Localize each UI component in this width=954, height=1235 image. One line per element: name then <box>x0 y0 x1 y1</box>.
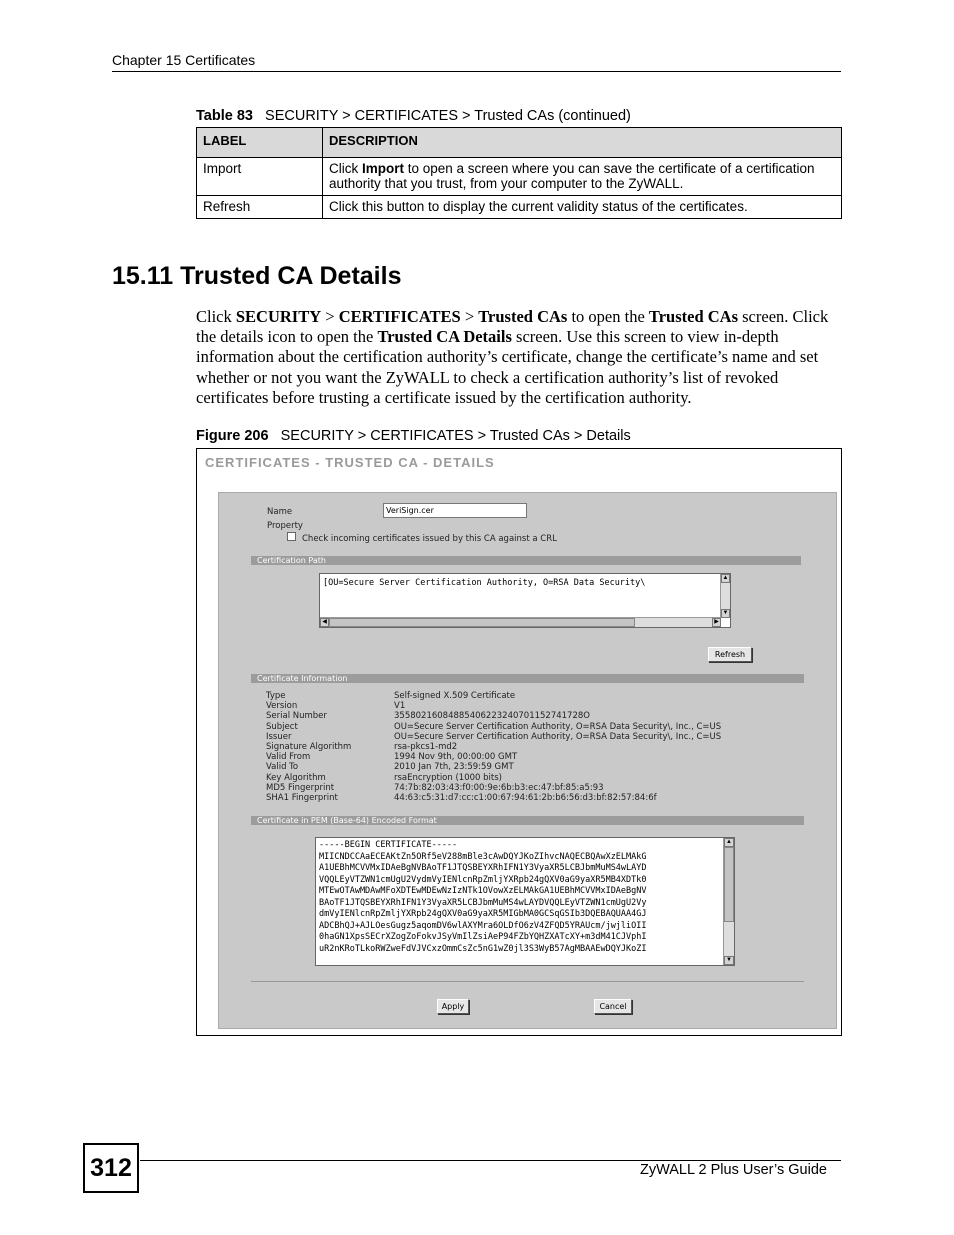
table-header-row <box>197 128 842 158</box>
info-key: Valid To <box>266 762 299 773</box>
row-description: Click Import to open a screen where you can save the certificate of a certification authority that you trust, from your computer to the ZyWALL. <box>323 158 842 196</box>
hscroll-thumb[interactable] <box>329 618 635 627</box>
cert-info-header: Certificate Information <box>251 674 804 683</box>
header-rule <box>112 71 841 72</box>
crl-checkbox-label: Check incoming certificates issued by this CA against a CRL <box>302 534 557 544</box>
table-row <box>197 158 842 196</box>
info-key: Signature Algorithm <box>266 741 352 752</box>
figure-caption-number: Figure 206 <box>196 428 269 444</box>
info-value: Self-signed X.509 Certificate <box>394 691 516 701</box>
scroll-up-icon[interactable]: ▲ <box>722 575 729 581</box>
table-caption-number: Table 83 <box>196 108 253 124</box>
scroll-right-icon[interactable]: ▶ <box>712 618 721 627</box>
cert-path-box[interactable] <box>319 573 731 628</box>
figure-caption <box>196 428 631 444</box>
info-value: 74:7b:82:03:43:f0:00:9e:6b:b3:ec:47:bf:85:a5:93 <box>394 782 604 793</box>
screen-title: CERTIFICATES - TRUSTED CA - DETAILS <box>205 455 495 470</box>
info-value: 35580216084885406223240701152741728O <box>394 711 590 722</box>
scroll-down-icon[interactable]: ▼ <box>722 610 729 616</box>
cert-path-header: Certification Path <box>251 556 801 565</box>
cancel-button[interactable]: Cancel <box>594 999 632 1014</box>
cert-path-vscrollbar[interactable] <box>720 574 730 618</box>
info-key: Valid From <box>266 752 311 763</box>
row-description: Click this button to display the current validity status of the certificates. <box>323 196 842 219</box>
scroll-up-icon[interactable]: ▲ <box>724 838 734 847</box>
page-number: 312 <box>83 1143 139 1193</box>
header-description: DESCRIPTION <box>323 128 842 158</box>
guide-title: ZyWALL 2 Plus User’s Guide <box>640 1162 827 1178</box>
footer-rule <box>140 1160 841 1161</box>
pem-header: Certificate in PEM (Base-64) Encoded Format <box>251 816 804 825</box>
info-key: Key Algorithm <box>266 772 326 783</box>
section-paragraph: Click SECURITY > CERTIFICATES > Trusted CAs to open the Trusted CAs screen. Click the details icon to open the Trusted CA Details screen. Use this screen to view in-depth information about the certification authority’s certificate, change the certificate’s name and set whether or not you want the ZyWALL to check a certification authority’s list of revoked certificates before trusting a certificate issued by the certification authority. <box>196 307 829 407</box>
refresh-button[interactable]: Refresh <box>708 647 752 662</box>
info-value: OU=Secure Server Certification Authority, O=RSA Data Security\, Inc., C=US <box>394 731 722 742</box>
apply-button[interactable]: Apply <box>437 999 469 1014</box>
pem-textarea[interactable] <box>315 837 735 966</box>
cert-path-text: [OU=Secure Server Certification Authority, O=RSA Data Security\ <box>323 578 646 588</box>
info-key: Type <box>266 691 286 701</box>
property-label: Property <box>267 521 303 531</box>
table-row <box>197 196 842 219</box>
scroll-left-icon[interactable]: ◀ <box>320 618 329 627</box>
figure-caption-text: SECURITY > CERTIFICATES > Trusted CAs > Details <box>280 428 631 444</box>
pem-vscrollbar[interactable] <box>723 838 734 965</box>
name-input[interactable]: VeriSign.cer <box>383 503 527 518</box>
figure-screenshot <box>196 448 842 1036</box>
details-panel <box>218 492 837 1029</box>
info-value: 2010 Jan 7th, 23:59:59 GMT <box>394 762 514 773</box>
info-key: MD5 Fingerprint <box>266 782 335 793</box>
info-value: OU=Secure Server Certification Authority, O=RSA Data Security\, Inc., C=US <box>394 721 722 732</box>
label-description-table <box>196 127 842 219</box>
vscroll-thumb[interactable] <box>724 847 734 922</box>
info-value: V1 <box>394 701 406 712</box>
running-header: Chapter 15 Certificates <box>112 52 256 68</box>
scroll-down-icon[interactable]: ▼ <box>724 956 734 965</box>
info-value: rsa-pkcs1-md2 <box>394 741 458 752</box>
cert-path-hscrollbar[interactable] <box>320 617 721 627</box>
crl-checkbox[interactable] <box>287 532 296 541</box>
info-key: Subject <box>266 721 298 732</box>
info-value: 1994 Nov 9th, 00:00:00 GMT <box>394 752 518 763</box>
info-value: 44:63:c5:31:d7:cc:c1:00:67:94:61:2b:b6:56:d3:bf:82:57:84:6f <box>394 792 657 803</box>
name-label: Name <box>267 507 293 517</box>
info-key: Serial Number <box>266 711 327 722</box>
cert-info-values <box>394 691 721 803</box>
pem-text: -----BEGIN CERTIFICATE----- MIICNDCCAaECEAKtZn5ORf5eV288mBle3cAwDQYJKoZIhvcNAQECBQAwXzELMAkG A1UEBhMCVVMxIDAeBgNVBAoTF1JTQSBEYXRhIFN1Y3VyaXR5LCBJbmMuMS4wLAYD VQQLEyVTZWN1cmUgU2VydmVyIENlcnRpZmljYXRpb24gQXV0aG9yaXR5MB4XDTk0 MTEwOTAwMDAwMFoXDTEwMDEwNzIzNTk1OVowXzELMAkGA1UEBhMCVVMxIDAeBgNV BAoTF1JTQSBEYXRhIFN1Y3VyaXR5LCBJbmMuMS4wLAYDVQQLEyVTZWN1cmUgU2Vy dmVyIENlcnRpZmljYXRpb24gQXV0aG9yaXR5MIGbMA0GCSqGSIb3DQEBAQUAA4GJ ADCBhQJ+AJLOesGugz5aqomDV6wlAXYMra6OLDfO6zV4ZFQD5YRAUcm/jwjliOII 0haGN1XpsSECrXZogZoFokvJSyVmIlZsiAeP94FZbYQHZXATcXY+m3dM41CJVphI uR2nKRoTLkoRWZweFdVJVCxzOmmCsZc5nG1wZ0jl3S3WyB57AgMBAAEwDQYJKoZI <box>319 840 647 954</box>
info-key: Issuer <box>266 731 292 742</box>
info-value: rsaEncryption (1000 bits) <box>394 772 502 783</box>
info-key: Version <box>266 701 298 712</box>
header-label: LABEL <box>197 128 323 158</box>
separator <box>251 981 804 982</box>
row-label: Refresh <box>197 196 323 219</box>
table-caption <box>196 108 631 124</box>
table-caption-text: SECURITY > CERTIFICATES > Trusted CAs (continued) <box>265 108 631 124</box>
info-key: SHA1 Fingerprint <box>266 792 338 803</box>
cert-info-labels <box>266 691 351 803</box>
row-label: Import <box>197 158 323 196</box>
section-heading: 15.11 Trusted CA Details <box>112 262 402 290</box>
